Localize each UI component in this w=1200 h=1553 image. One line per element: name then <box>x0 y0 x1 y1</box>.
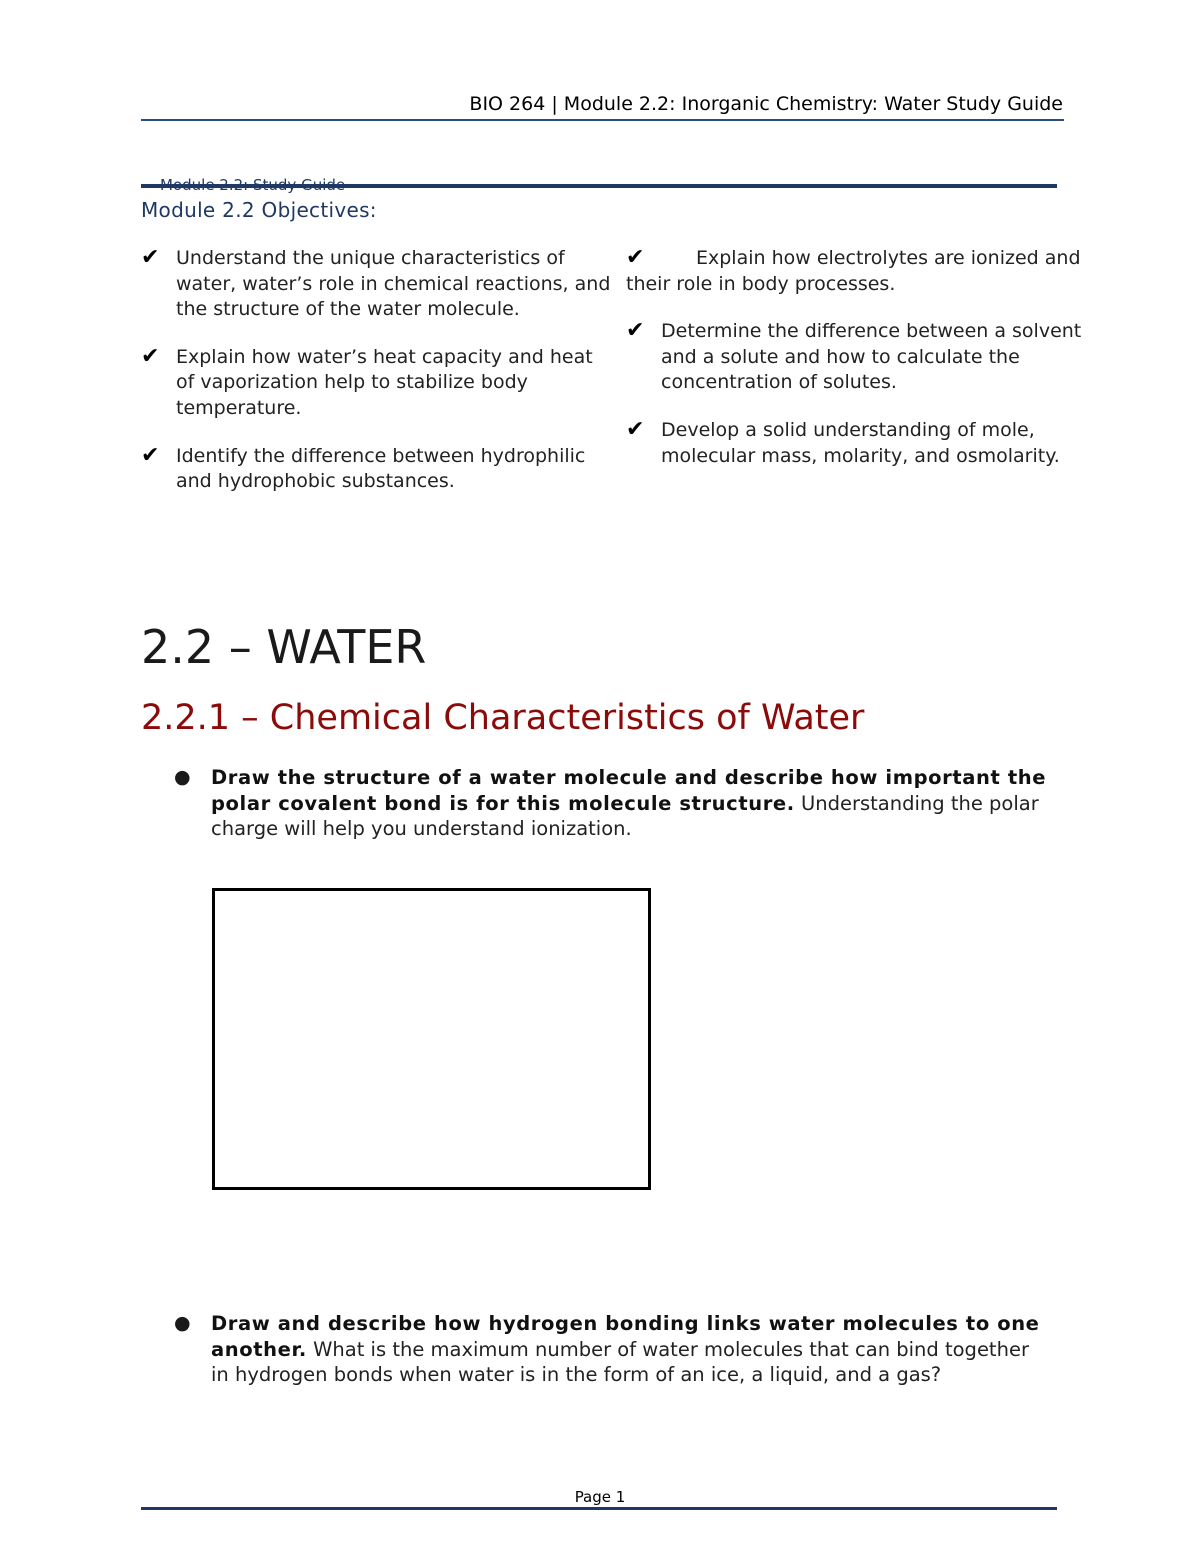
drawing-answer-box[interactable] <box>212 888 651 1190</box>
checkmark-icon: ✔ <box>141 442 160 468</box>
page-number: Page 1 <box>574 1488 626 1506</box>
checkmark-icon: ✔ <box>141 245 160 270</box>
objectives-left-column <box>141 246 611 517</box>
objective-text: Explain how electrolytes are ionized and their role in body processes. <box>626 247 1081 295</box>
section-heading: 2.2 – WATER <box>141 620 427 674</box>
objective-text: Develop a solid understanding of mole, molecular mass, molarity, and osmolarity. <box>661 418 1060 467</box>
header-title: BIO 264 | Module 2.2: Inorganic Chemistry: Water Study Guide <box>469 93 1063 115</box>
question-item <box>141 765 1051 842</box>
objective-text: Understand the unique characteristics of water, water’s role in chemical reactions, and the structure of the water molecule. <box>176 247 611 321</box>
header-divider <box>141 119 1064 121</box>
checkmark-icon: ✔ <box>626 245 645 270</box>
objective-item <box>626 319 1096 396</box>
question-bold-text: Draw the structure of a water molecule and describe how important the polar covalent bond is for this molecule structure. <box>211 766 1047 815</box>
subheader-divider <box>141 184 1057 188</box>
objective-item <box>626 246 1096 297</box>
checkmark-icon: ✔ <box>626 416 645 442</box>
objective-item <box>626 418 1096 469</box>
checkmark-icon: ✔ <box>141 343 160 369</box>
question-text: What is the maximum number of water molecules that can bind together in hydrogen bonds when water is in the form of an ice, a liquid, and a gas? <box>211 1337 1029 1386</box>
objective-text: Determine the difference between a solvent and a solute and how to calculate the concentration of solutes. <box>661 320 1082 394</box>
question-item <box>141 1311 1051 1388</box>
checkmark-icon: ✔ <box>626 318 645 344</box>
objective-item <box>141 444 611 495</box>
objective-text: Explain how water’s heat capacity and heat of vaporization help to stabilize body temperature. <box>176 345 593 419</box>
objectives-title: Module 2.2 Objectives: <box>141 198 377 222</box>
bullet-icon: ● <box>174 1312 191 1334</box>
objectives-right-column <box>626 246 1096 491</box>
question-bold-text: Draw and describe how hydrogen bonding links water molecules to one another. <box>211 1312 1040 1361</box>
footer-divider <box>141 1507 1057 1510</box>
objective-item <box>141 345 611 422</box>
bullet-icon: ● <box>174 766 191 788</box>
subsection-heading: 2.2.1 – Chemical Characteristics of Water <box>141 698 865 738</box>
objective-text: Identify the difference between hydrophilic and hydrophobic substances. <box>176 444 586 493</box>
question-text: Understanding the polar charge will help you understand ionization. <box>211 791 1039 840</box>
objective-item <box>141 246 611 323</box>
